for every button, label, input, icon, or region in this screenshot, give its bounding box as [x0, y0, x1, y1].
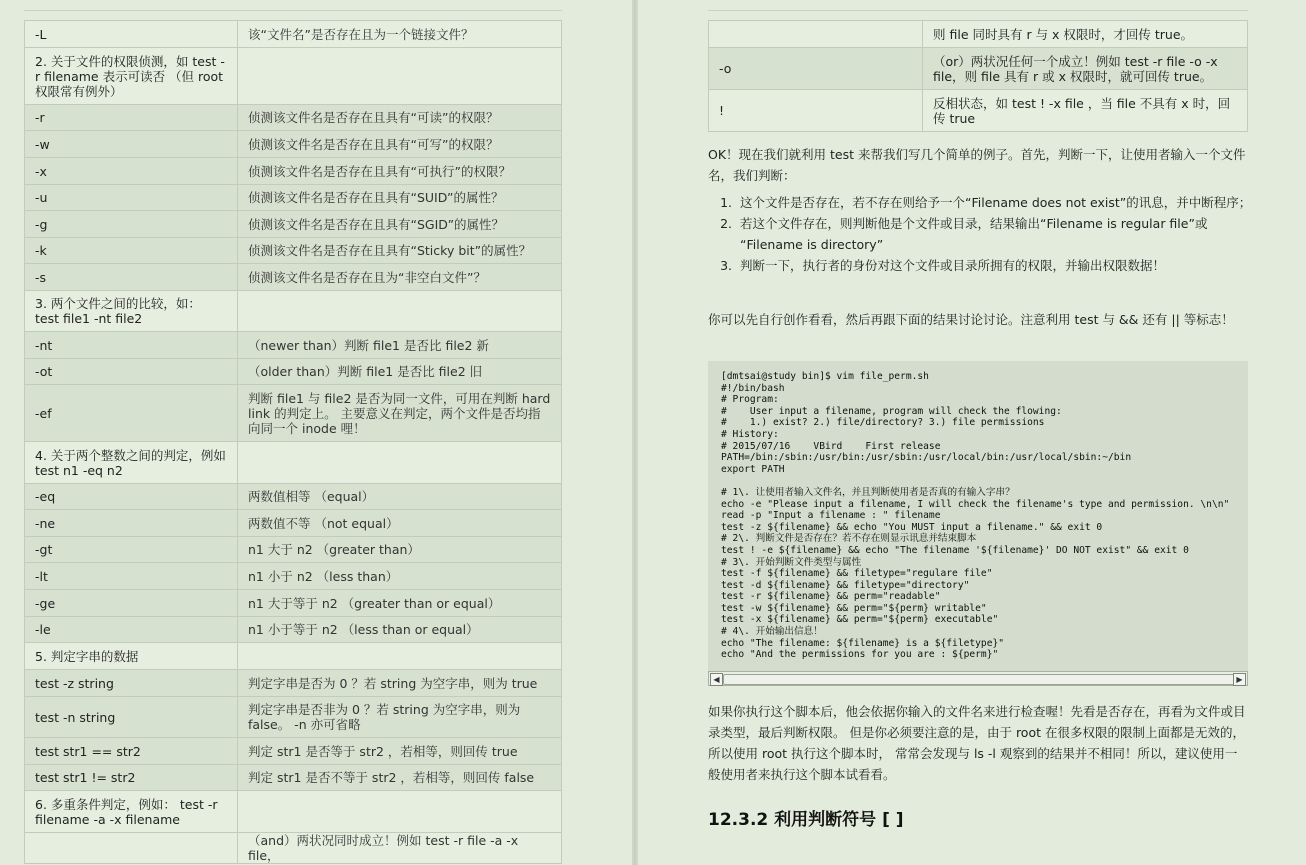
description-cell: 两数值不等 （not equal） [238, 510, 562, 537]
table-row [25, 385, 562, 442]
table-row [25, 211, 562, 238]
requirement-list [708, 192, 1266, 276]
operator-cell: -u [25, 185, 238, 211]
table-row [25, 791, 562, 833]
description-cell: 侦测该文件名是否存在且具有“可读”的权限？ [238, 105, 562, 131]
description-cell: 该“文件名”是否存在且为一个链接文件？ [238, 21, 562, 48]
suggest-paragraph: 你可以先自行创作看看，然后再跟下面的结果讨论讨论。注意利用 test 与 && 还有 || 等标志！ [708, 312, 1234, 327]
top-rule [708, 10, 1248, 11]
operator-cell: -s [25, 264, 238, 291]
table-row [25, 291, 562, 332]
table-row [25, 510, 562, 537]
description-cell: 两数值相等 （equal） [238, 484, 562, 510]
description-cell [238, 291, 562, 332]
test-operators-table [24, 20, 562, 864]
description-cell [238, 442, 562, 484]
table-row [25, 833, 562, 864]
table-row [25, 185, 562, 211]
table-row [25, 131, 562, 158]
operator-cell: -w [25, 131, 238, 158]
table-row [25, 643, 562, 670]
description-cell: n1 小于等于 n2 （less than or equal） [238, 617, 562, 643]
operator-cell: -ge [25, 590, 238, 617]
description-cell: 反相状态，如 test ! -x file ，当 file 不具有 x 时，回传 true [923, 90, 1248, 132]
operator-cell: -g [25, 211, 238, 238]
operator-cell: -ot [25, 359, 238, 385]
table-row [709, 21, 1248, 48]
operator-cell: -k [25, 238, 238, 264]
description-cell [238, 48, 562, 105]
table-row [25, 563, 562, 590]
operator-cell: test -z string [25, 670, 238, 697]
table-row [25, 765, 562, 791]
description-cell: 则 file 同时具有 r 与 x 权限时，才回传 true。 [923, 21, 1248, 48]
table-row [25, 590, 562, 617]
table-row [25, 697, 562, 738]
scroll-left-arrow-icon[interactable]: ◀ [710, 673, 723, 686]
table-row [25, 617, 562, 643]
table-row [25, 21, 562, 48]
operator-cell: -le [25, 617, 238, 643]
description-cell: 判定 str1 是否不等于 str2 ，若相等，则回传 false [238, 765, 562, 791]
description-cell: 侦测该文件名是否存在且具有“Sticky bit”的属性？ [238, 238, 562, 264]
table-row [709, 48, 1248, 90]
operator-cell: 2. 关于文件的权限侦测，如 test -r filename 表示可读否 （但 root 权限常有例外） [25, 48, 238, 105]
section-heading: 12.3.2 利用判断符号 [ ] [708, 810, 904, 830]
description-cell [238, 791, 562, 833]
operator-cell: 3. 两个文件之间的比较，如： test file1 -nt file2 [25, 291, 238, 332]
operator-cell: test str1 != str2 [25, 765, 238, 791]
logic-operators-table [708, 20, 1248, 132]
description-cell: n1 大于等于 n2 （greater than or equal） [238, 590, 562, 617]
scroll-right-arrow-icon[interactable]: ▶ [1233, 673, 1246, 686]
description-cell: 判定字串是否为 0 ？若 string 为空字串，则为 true [238, 670, 562, 697]
operator-cell: -x [25, 158, 238, 185]
operator-cell: -ef [25, 385, 238, 442]
table-row [25, 158, 562, 185]
description-cell: （or）两状况任何一个成立！例如 test -r file -o -x file，则 file 具有 r 或 x 权限时，就可回传 true。 [923, 48, 1248, 90]
description-cell: 侦测该文件名是否存在且为“非空白文件”？ [238, 264, 562, 291]
operator-cell: test str1 == str2 [25, 738, 238, 765]
table-row [25, 670, 562, 697]
list-item: 3. 判断一下，执行者的身份对这个文件或目录所拥有的权限，并输出权限数据！ [736, 255, 1266, 276]
top-rule [24, 10, 562, 11]
scrollbar-thumb[interactable] [723, 674, 1235, 685]
table-row [25, 48, 562, 105]
operator-cell [709, 21, 923, 48]
description-cell: （newer than）判断 file1 是否比 file2 新 [238, 332, 562, 359]
description-cell [238, 643, 562, 670]
operator-cell: 6. 多重条件判定，例如： test -r filename -a -x filename [25, 791, 238, 833]
intro-paragraph: OK！现在我们就利用 test 来帮我们写几个简单的例子。首先，判断一下，让使用者输入一个文件名，我们判断： [708, 147, 1246, 183]
description-cell: 侦测该文件名是否存在且具有“可写”的权限？ [238, 131, 562, 158]
code-text: [dmtsai@study bin]$ vim file_perm.sh #!/bin/bash # Program: # User input a filename, program will check the flowing: # 1.) exist? 2.) file/directory? 3.) file permissions # History: # 2015/07/16 VBird First release PATH=/bin:/sbin:/usr/bin:/usr/sbin:/usr/local/bin:/usr/local/sbin:~/bin export PATH # 1\. 让使用者输入文件名，并且判断使用者是否真的有输入字串？ echo -e "Please input a filename, I will check the filename's type and permission. \n\n" read -p "Input a filename : " filename test -z ${filename} && echo "You MUST input a filename." && exit 0 # 2\. 判断文件是否存在？若不存在则显示讯息并结束脚本 test ! -e ${filename} && echo "The filename '${filename}' DO NOT exist" && exit 0 # 3\. 开始判断文件类型与属性 test -f ${filename} && filetype="regulare file" test -d ${filename} && filetype="directory" test -r ${filename} && perm="readable" test -w ${filename} && perm="${perm} writable" test -x ${filename} && perm="${perm} executable" # 4\. 开始输出信息！ echo "The filename: ${filename} is a ${filetype}" echo "And the permissions for you are : ${perm}" [721, 371, 1230, 661]
table-row [25, 238, 562, 264]
description-cell: 侦测该文件名是否存在且具有“可执行”的权限？ [238, 158, 562, 185]
description-cell: （and）两状况同时成立！例如 test -r file -a -x file， [238, 833, 562, 864]
description-cell: 侦测该文件名是否存在且具有“SUID”的属性？ [238, 185, 562, 211]
description-cell: 判定 str1 是否等于 str2 ，若相等，则回传 true [238, 738, 562, 765]
table-row [25, 359, 562, 385]
operator-cell: -ne [25, 510, 238, 537]
table-row [25, 105, 562, 131]
horizontal-scrollbar[interactable] [708, 671, 1248, 686]
list-item: 2. 若这个文件存在，则判断他是个文件或目录，结果输出“Filename is regular file”或 “Filename is directory” [736, 213, 1266, 255]
table-row [25, 332, 562, 359]
description-cell: n1 大于 n2 （greater than） [238, 537, 562, 563]
description-cell: 判断 file1 与 file2 是否为同一文件，可用在判断 hard link 的判定上。 主要意义在判定，两个文件是否均指向同一个 inode 哩！ [238, 385, 562, 442]
explanation-paragraph: 如果你执行这个脚本后，他会依据你输入的文件名来进行检查喔！先看是否存在，再看为文件或目录类型，最后判断权限。 但是你必须要注意的是，由于 root 在很多权限的限制上面都是无效的，所以使用 root 执行这个脚本时， 常常会发现与 ls -l 观察到的结果并不相同！所以，建议使用一般使用者来执行这个脚本试看看。 [708, 704, 1246, 782]
list-item: 1. 这个文件是否存在，若不存在则给予一个“Filename does not exist”的讯息，并中断程序； [736, 192, 1266, 213]
operator-cell: -r [25, 105, 238, 131]
table-row [709, 90, 1248, 132]
operator-cell: -L [25, 21, 238, 48]
table-row [25, 484, 562, 510]
table-row [25, 264, 562, 291]
table-row [25, 537, 562, 563]
description-cell: 判定字串是否非为 0 ？若 string 为空字串，则为 false。 -n 亦可省略 [238, 697, 562, 738]
operator-cell: -o [709, 48, 923, 90]
operator-cell: 4. 关于两个整数之间的判定，例如 test n1 -eq n2 [25, 442, 238, 484]
table-row [25, 442, 562, 484]
operator-cell: ! [709, 90, 923, 132]
operator-cell: -lt [25, 563, 238, 590]
operator-cell [25, 833, 238, 864]
code-block [708, 361, 1248, 671]
description-cell: 侦测该文件名是否存在且具有“SGID”的属性？ [238, 211, 562, 238]
operator-cell: -nt [25, 332, 238, 359]
operator-cell: -eq [25, 484, 238, 510]
table-row [25, 738, 562, 765]
description-cell: （older than）判断 file1 是否比 file2 旧 [238, 359, 562, 385]
operator-cell: test -n string [25, 697, 238, 738]
operator-cell: 5. 判定字串的数据 [25, 643, 238, 670]
operator-cell: -gt [25, 537, 238, 563]
description-cell: n1 小于 n2 （less than） [238, 563, 562, 590]
